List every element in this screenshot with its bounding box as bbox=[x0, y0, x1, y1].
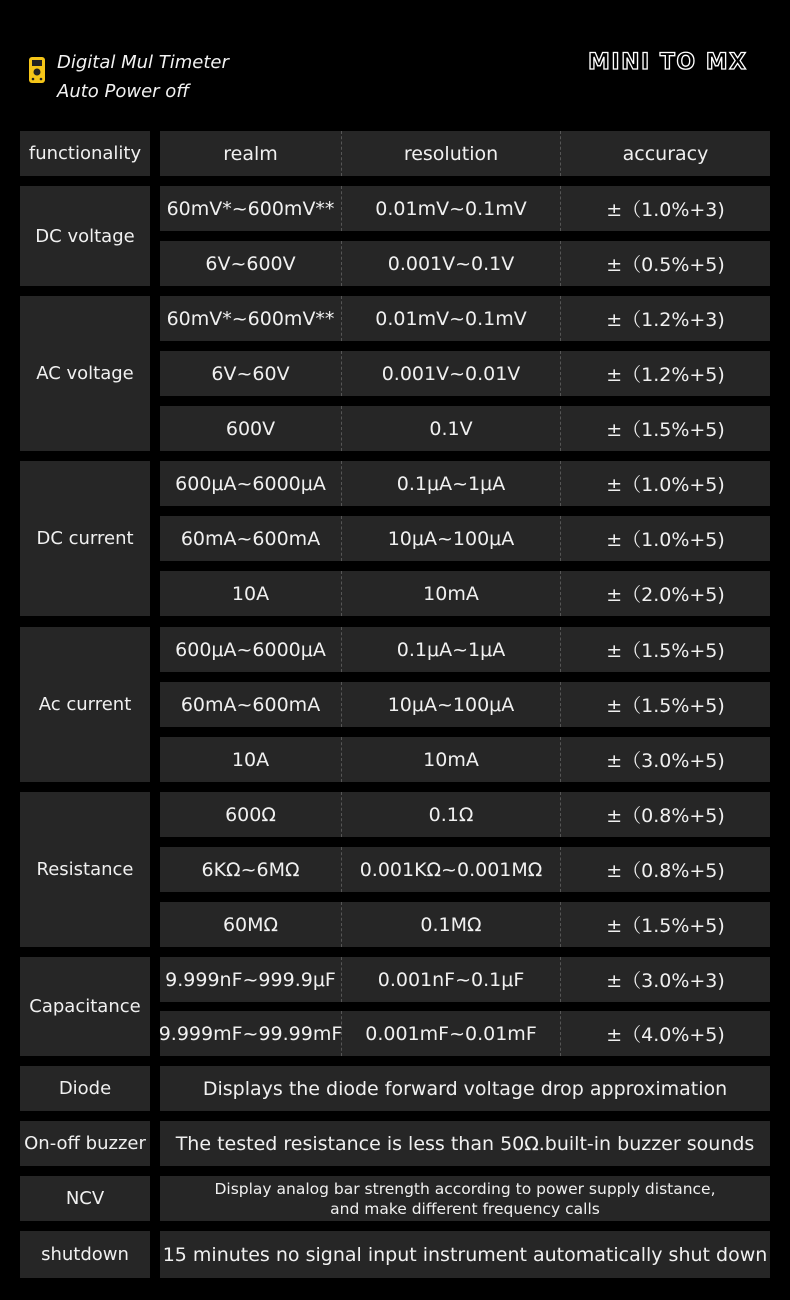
header-title: Digital Mul Timeter bbox=[57, 52, 229, 73]
accuracy-cell: ±（1.0%+5) bbox=[561, 516, 770, 561]
svg-text:MINI TO MX: MINI TO MX bbox=[588, 50, 748, 74]
brand-logo bbox=[588, 48, 763, 74]
function-label: Capacitance bbox=[20, 957, 150, 1056]
accuracy-cell: ±（1.5%+5) bbox=[561, 406, 770, 451]
description-cell: The tested resistance is less than 50Ω.built-in buzzer sounds bbox=[160, 1121, 770, 1166]
description-cell: Displays the diode forward voltage drop approximation bbox=[160, 1066, 770, 1111]
accuracy-cell: ±（2.0%+5) bbox=[561, 571, 770, 616]
realm-cell: 6V~600V bbox=[160, 241, 342, 286]
function-label: NCV bbox=[20, 1176, 150, 1221]
resolution-cell: 10mA bbox=[342, 571, 561, 616]
header-subtitle: Auto Power off bbox=[57, 81, 190, 102]
realm-cell: 60MΩ bbox=[160, 902, 342, 947]
page-header bbox=[0, 0, 790, 130]
resolution-cell: 0.001nF~0.1μF bbox=[342, 957, 561, 1002]
resolution-cell: 10mA bbox=[342, 737, 561, 782]
accuracy-cell: ±（1.0%+3) bbox=[561, 186, 770, 231]
realm-cell: 6V~60V bbox=[160, 351, 342, 396]
multimeter-icon bbox=[28, 56, 46, 84]
accuracy-cell: ±（3.0%+5) bbox=[561, 737, 770, 782]
accuracy-cell: ±（1.5%+5) bbox=[561, 627, 770, 672]
realm-cell: 9.999nF~999.9μF bbox=[160, 957, 342, 1002]
column-header-functionality: functionality bbox=[20, 131, 150, 176]
resolution-cell: 0.001KΩ~0.001MΩ bbox=[342, 847, 561, 892]
accuracy-cell: ±（1.0%+5) bbox=[561, 461, 770, 506]
description-cell: Display analog bar strength according to power supply distance, and make different frequency calls bbox=[160, 1176, 770, 1221]
function-label: Diode bbox=[20, 1066, 150, 1111]
resolution-cell: 0.01mV~0.1mV bbox=[342, 186, 561, 231]
realm-cell: 60mA~600mA bbox=[160, 682, 342, 727]
function-label: Resistance bbox=[20, 792, 150, 947]
accuracy-cell: ±（1.5%+5) bbox=[561, 682, 770, 727]
function-label: shutdown bbox=[20, 1231, 150, 1278]
resolution-cell: 10μA~100μA bbox=[342, 682, 561, 727]
resolution-cell: 0.1V bbox=[342, 406, 561, 451]
realm-cell: 9.999mF~99.99mF bbox=[160, 1011, 342, 1056]
accuracy-cell: ±（1.2%+5) bbox=[561, 351, 770, 396]
accuracy-cell: ±（3.0%+3) bbox=[561, 957, 770, 1002]
resolution-cell: 0.001mF~0.01mF bbox=[342, 1011, 561, 1056]
realm-cell: 600μA~6000μA bbox=[160, 627, 342, 672]
resolution-cell: 0.001V~0.1V bbox=[342, 241, 561, 286]
resolution-cell: 0.1μA~1μA bbox=[342, 461, 561, 506]
column-header-accuracy: accuracy bbox=[561, 131, 770, 176]
realm-cell: 60mA~600mA bbox=[160, 516, 342, 561]
realm-cell: 60mV*~600mV** bbox=[160, 296, 342, 341]
resolution-cell: 0.001V~0.01V bbox=[342, 351, 561, 396]
realm-cell: 10A bbox=[160, 737, 342, 782]
column-header-resolution: resolution bbox=[342, 131, 561, 176]
realm-cell: 600Ω bbox=[160, 792, 342, 837]
accuracy-cell: ±（0.8%+5) bbox=[561, 792, 770, 837]
function-label: Ac current bbox=[20, 627, 150, 782]
column-header-realm: realm bbox=[160, 131, 342, 176]
accuracy-cell: ±（1.2%+3) bbox=[561, 296, 770, 341]
realm-cell: 6KΩ~6MΩ bbox=[160, 847, 342, 892]
function-label: On-off buzzer bbox=[20, 1121, 150, 1166]
function-label: DC current bbox=[20, 461, 150, 616]
realm-cell: 600μA~6000μA bbox=[160, 461, 342, 506]
accuracy-cell: ±（0.8%+5) bbox=[561, 847, 770, 892]
resolution-cell: 0.1MΩ bbox=[342, 902, 561, 947]
accuracy-cell: ±（1.5%+5) bbox=[561, 902, 770, 947]
description-cell: 15 minutes no signal input instrument automatically shut down bbox=[160, 1231, 770, 1278]
resolution-cell: 0.01mV~0.1mV bbox=[342, 296, 561, 341]
accuracy-cell: ±（4.0%+5) bbox=[561, 1011, 770, 1056]
resolution-cell: 0.1μA~1μA bbox=[342, 627, 561, 672]
resolution-cell: 0.1Ω bbox=[342, 792, 561, 837]
realm-cell: 60mV*~600mV** bbox=[160, 186, 342, 231]
accuracy-cell: ±（0.5%+5) bbox=[561, 241, 770, 286]
function-label: AC voltage bbox=[20, 296, 150, 451]
resolution-cell: 10μA~100μA bbox=[342, 516, 561, 561]
realm-cell: 600V bbox=[160, 406, 342, 451]
function-label: DC voltage bbox=[20, 186, 150, 286]
realm-cell: 10A bbox=[160, 571, 342, 616]
